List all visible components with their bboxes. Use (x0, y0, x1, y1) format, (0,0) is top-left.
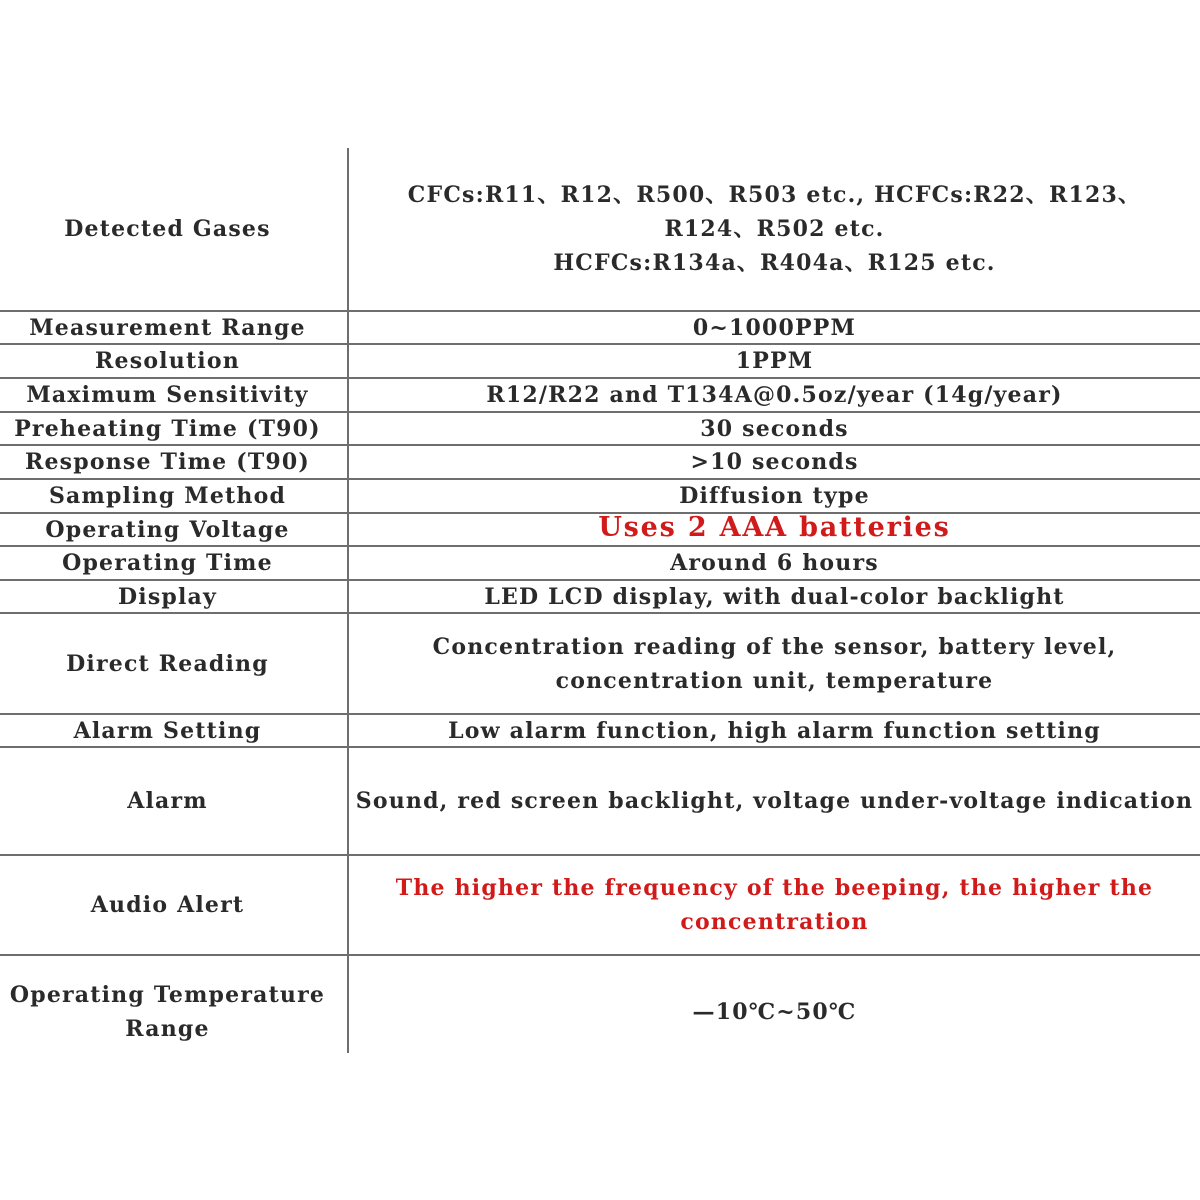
row-label-direct-reading: Direct Reading (66, 650, 269, 677)
row-label-resolution: Resolution (95, 348, 240, 374)
row-label-preheating-time: Preheating Time (T90) (14, 415, 321, 442)
row-value-operating-voltage: Uses 2 AAA batteries (598, 511, 951, 543)
row-value-operating-temperature-range: —10℃~50℃ (692, 999, 857, 1025)
row-value-detected-gases: CFCs:R11、R12、R500、R503 etc., HCFCs:R22、R123、 R124、R502 etc. HCFCs:R134a、R404a、R125 etc. (407, 182, 1142, 276)
row-label-sampling-method: Sampling Method (48, 483, 287, 509)
row-value-display: LED LCD display, with dual-color backlight (484, 583, 1065, 610)
row-value-measurement-range: 0~1000PPM (692, 314, 857, 341)
row-value-response-time: >10 seconds (690, 449, 859, 475)
row-label-operating-temperature-range: Operating Temperature Range (9, 982, 326, 1042)
row-value-alarm: Sound, red screen backlight, voltage under-voltage indication (355, 788, 1194, 814)
row-value-operating-time: Around 6 hours (670, 550, 879, 576)
row-label-measurement-range: Measurement Range (29, 314, 306, 341)
row-value-maximum-sensitivity: R12/R22 and T134A@0.5oz/year (14g/year) (486, 382, 1063, 408)
row-label-response-time: Response Time (T90) (24, 449, 311, 475)
row-label-alarm: Alarm (127, 788, 208, 814)
row-label-display: Display (118, 583, 217, 610)
row-label-operating-time: Operating Time (62, 550, 273, 576)
row-value-resolution: 1PPM (735, 348, 814, 374)
row-label-operating-voltage: Operating Voltage (45, 516, 290, 543)
row-value-alarm-setting: Low alarm function, high alarm function setting (448, 717, 1101, 744)
row-label-alarm-setting: Alarm Setting (73, 717, 262, 744)
row-value-direct-reading: Concentration reading of the sensor, battery level, concentration unit, temperature (432, 633, 1117, 694)
row-value-preheating-time: 30 seconds (700, 415, 849, 442)
row-value-sampling-method: Diffusion type (679, 483, 870, 509)
row-value-audio-alert: The higher the frequency of the beeping, the higher the concentration (395, 875, 1154, 935)
row-label-maximum-sensitivity: Maximum Sensitivity (26, 382, 309, 408)
row-label-audio-alert: Audio Alert (90, 892, 245, 918)
row-label-detected-gases: Detected Gases (64, 216, 271, 242)
